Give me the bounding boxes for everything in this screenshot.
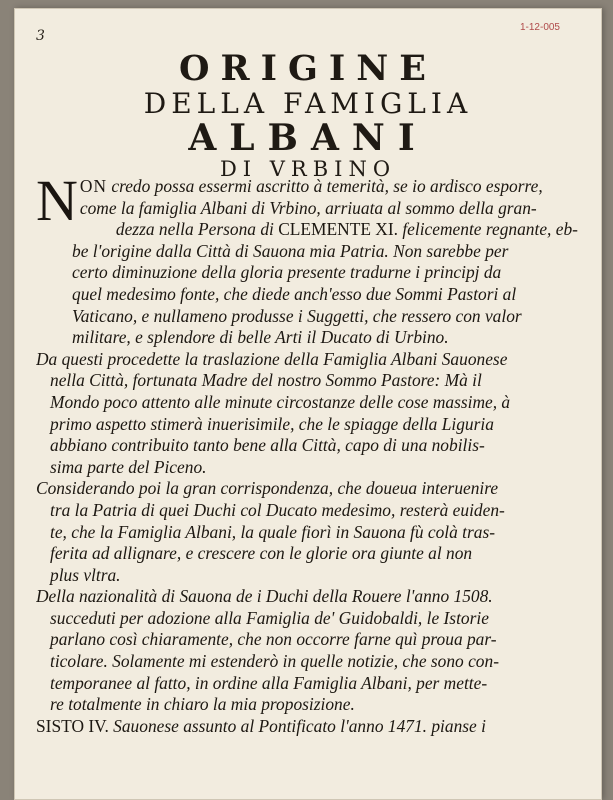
- text-line: succeduti per adozione alla Famiglia de' Guidobaldi, le Istorie: [50, 607, 489, 628]
- text-line: militare, e splendore di belle Arti il Ducato di Urbino.: [72, 327, 449, 348]
- page-number: 3: [36, 28, 45, 44]
- title-block: [14, 50, 602, 182]
- title-line-2: DELLA FAMIGLIA: [143, 87, 473, 120]
- text-line: parlano così chiaramente, che non occorre farne quì proua par-: [50, 629, 497, 650]
- paragraph-5: [36, 716, 591, 738]
- text-line: come la famiglia Albani di Vrbino, arriuata al sommo della gran-: [79, 197, 537, 218]
- text-line: re totalmente in chiaro la mia proposizione.: [50, 694, 355, 715]
- text-line: tra la Patria di quei Duchi col Ducato medesimo, resterà euiden-: [50, 499, 505, 520]
- text-line: be l'origine dalla Città di Sauona mia Patria. Non sarebbe per: [72, 240, 509, 261]
- cap-word: ON: [79, 176, 108, 196]
- text-line: plus vltra.: [50, 564, 121, 585]
- text-span: credo possa essermi ascritto à temerità, se io ardisco esporre,: [107, 176, 543, 196]
- text-line: ferita ad allignare, e crescere con le glorie ora giunte al non: [50, 543, 473, 564]
- title-line-3: ALBANI: [188, 117, 428, 159]
- text-line: temporanee al fatto, in ordine alla Famiglia Albani, per mette-: [50, 672, 488, 693]
- text-line: te, che la Famiglia Albani, la quale fiorì in Sauona fù colà tras-: [50, 521, 496, 542]
- text-line: Mondo poco attento alle minute circostanze delle cose massime, à: [50, 391, 511, 412]
- text-line: sima parte del Piceno.: [50, 456, 207, 477]
- title-line-4: DI VRBINO: [219, 157, 397, 181]
- text-line: Della nazionalità di Sauona de i Duchi della Rouere l'anno 1508.: [36, 586, 493, 607]
- pope-name: SISTO IV.: [36, 715, 109, 736]
- text-span: Sauonese assunto al Pontificato l'anno 1471. pianse i: [108, 715, 486, 736]
- text-line: [36, 716, 591, 738]
- title-line-1: ORIGINE: [179, 48, 437, 89]
- manuscript-page: [14, 8, 602, 800]
- text-line: nella Città, fortunata Madre del nostro Sommo Pastore: Mà il: [50, 370, 482, 391]
- text-line: Considerando poi la gran corrispondenza, che doueua interuenire: [36, 478, 499, 499]
- drop-cap: N: [36, 168, 78, 233]
- paragraph-3: [36, 478, 591, 586]
- paragraph-4: [36, 586, 591, 716]
- text-span: dezza nella Persona di: [115, 219, 279, 240]
- text-span: felicemente regnante, eb-: [398, 219, 578, 240]
- text-line: [80, 176, 591, 198]
- paragraph-2: [36, 349, 591, 479]
- text-line: quel medesimo fonte, che diede anch'esso due Sommi Pastori al: [72, 283, 517, 304]
- text-line: Vaticano, e nullameno produsse i Suggetti, che ressero con valor: [72, 305, 522, 326]
- text-line: certo diminuzione della gloria presente tradurne i principj da: [72, 262, 502, 283]
- text-line: Da questi procedette la traslazione della Famiglia Albani Sauonese: [36, 348, 508, 369]
- paragraph-1: [36, 168, 591, 349]
- text-line: primo aspetto stimerà inuerisimile, che le spiagge della Liguria: [50, 413, 494, 434]
- text-line: ticolare. Solamente mi estenderò in quelle notizie, che sono con-: [50, 651, 499, 672]
- archive-mark: 1-12-005: [519, 22, 560, 33]
- pope-name: CLEMENTE XI.: [278, 219, 398, 240]
- body-text: [36, 168, 591, 737]
- text-line: abbiano contribuito tanto bene alla Città, capo di una nobilis-: [50, 435, 485, 456]
- text-line: [80, 219, 591, 241]
